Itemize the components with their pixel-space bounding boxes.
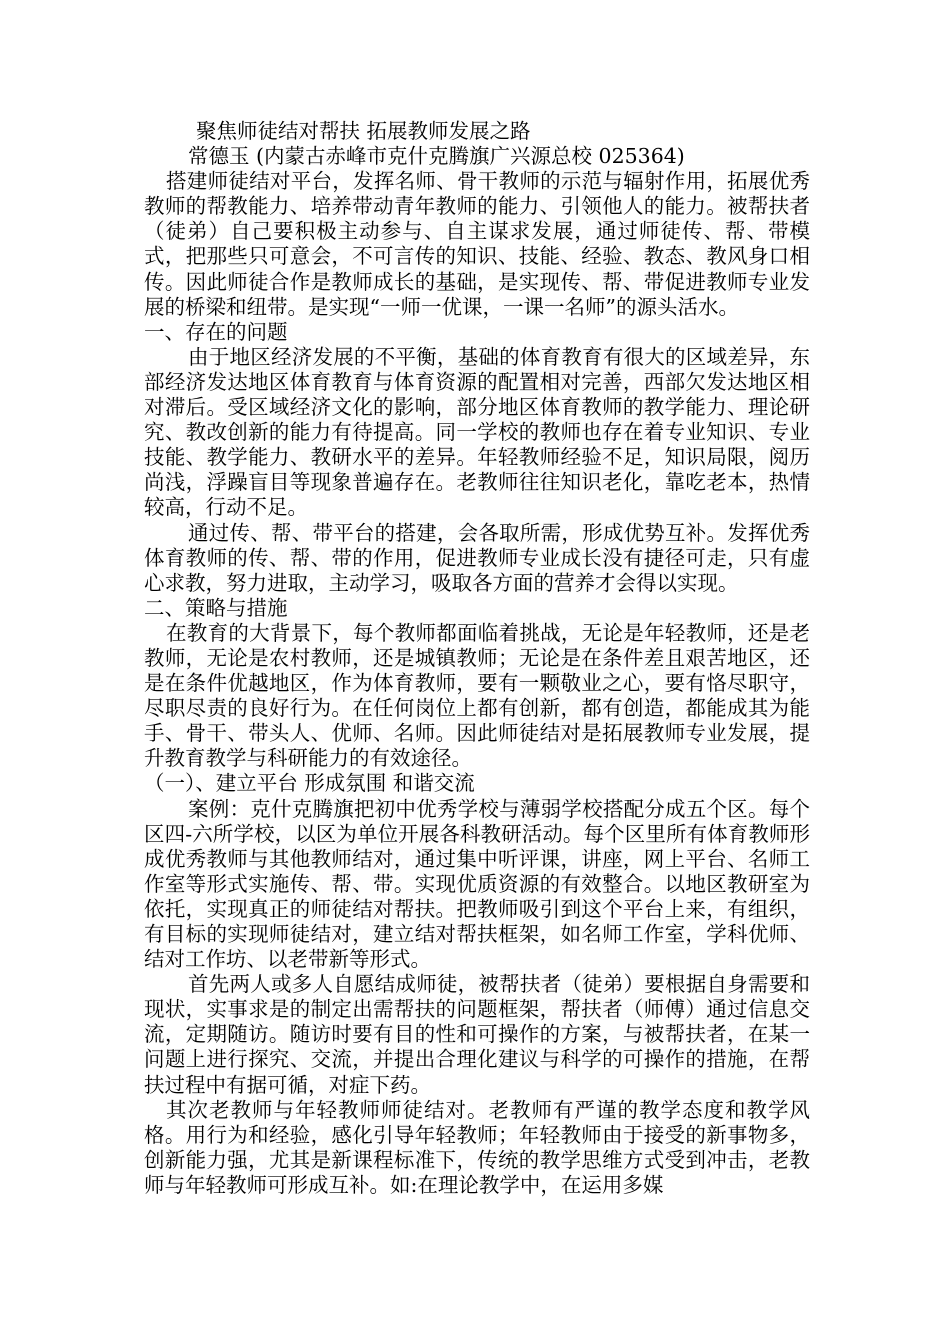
strategies-paragraph-1: 在教育的大背景下，每个教师都面临着挑战，无论是年轻教师，还是老教师，无论是农村教师，还是城镇教师；无论是在条件差且艰苦地区，还是在条件优越地区，作为体育教师，要有一颗敬业之心，要有恪尽职守，尽职尽责的良好行为。在任何岗位上都有创新，都有创造，都能成其为能手、骨干、带头人、优师、名师。因此师徒结对是拓展教师专业发展，提升教育教学与科研能力的有效途径。 (144, 620, 810, 771)
problems-paragraph-2: 通过传、帮、带平台的搭建，会各取所需，形成优势互补。发挥优秀体育教师的传、帮、带的作用，促进教师专业成长没有捷径可走，只有虚心求教，努力进取，主动学习，吸取各方面的营养才会得以实现。 (144, 520, 810, 595)
second-step-paragraph: 其次老教师与年轻教师师徒结对。老教师有严谨的教学态度和教学风格。用行为和经验，感化引导年轻教师；年轻教师由于接受的新事物多，创新能力强，尤其是新课程标准下，传统的教学思维方式受到冲击，老教师与年轻教师可形成互补。如:在理论教学中，在运用多媒 (144, 1097, 810, 1197)
first-step-paragraph: 首先两人或多人自愿结成师徒，被帮扶者（徒弟）要根据自身需要和现状，实事求是的制定出需帮扶的问题框架，帮扶者（师傅）通过信息交流，定期随访。随访时要有目的性和可操作的方案，与被帮扶者，在某一问题上进行探究、交流，并提出合理化建议与科学的可操作的措施，在帮扶过程中有据可循，对症下药。 (144, 972, 810, 1097)
document-page (144, 119, 810, 1198)
intro-paragraph: 搭建师徒结对平台，发挥名师、骨干教师的示范与辐射作用，拓展优秀教师的帮教能力、培养带动青年教师的能力、引领他人的能力。被帮扶者（徒弟）自己要积极主动参与、自主谋求发展，通过师徒传、帮、带模式，把那些只可意会，不可言传的知识、技能、经验、教态、教风身口相传。因此师徒合作是教师成长的基础，是实现传、帮、带促进教师专业发展的桥梁和纽带。是实现“一师一优课，一课一名师”的源头活水。 (144, 169, 810, 319)
problems-paragraph-1: 由于地区经济发展的不平衡，基础的体育教育有很大的区域差异，东部经济发达地区体育教育与体育资源的配置相对完善，西部欠发达地区相对滞后。受区域经济文化的影响，部分地区体育教师的教学能力、理论研究、教改创新的能力有待提高。同一学校的教师也存在着专业知识、专业技能、教学能力、教研水平的差异。年轻教师经验不足，知识局限，阅历尚浅，浮躁盲目等现象普遍存在。老教师往往知识老化，靠吃老本，热情较高，行动不足。 (144, 344, 810, 520)
document-title: 聚焦师徒结对帮扶 拓展教师发展之路 (196, 119, 531, 143)
document-author: 常德玉 (内蒙古赤峰市克什克腾旗广兴源总校 025364) (188, 144, 685, 169)
subsection-heading-platform: （一）、建立平台 形成氛围 和谐交流 (144, 771, 475, 796)
case-paragraph: 案例：克什克腾旗把初中优秀学校与薄弱学校搭配分成五个区。每个区四-六所学校，以区为单位开展各科教研活动。每个区里所有体育教师形成优秀教师与其他教师结对，通过集中听评课，讲座，网上平台、名师工作室等形式实施传、帮、带。实现优质资源的有效整合。以地区教研室为依托，实现真正的师徒结对帮扶。把教师吸引到这个平台上来，有组织，有目标的实现师徒结对，建立结对帮扶框架，如名师工作室，学科优师、结对工作坊、以老带新等形式。 (144, 796, 810, 972)
section-heading-problems: 一、存在的问题 (144, 319, 288, 344)
section-heading-strategies: 二、策略与措施 (144, 595, 288, 620)
